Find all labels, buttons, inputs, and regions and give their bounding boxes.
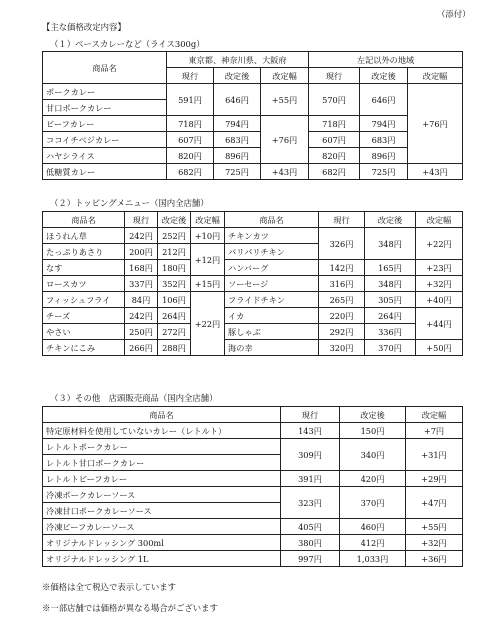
base-curry-table <box>42 51 463 180</box>
footnote: ※一部店舗では価格が異なる場合がございます <box>42 603 218 613</box>
price-current: 84円 <box>125 292 158 308</box>
table-row <box>43 292 463 308</box>
item-name: 甘口ポークカレー <box>43 100 167 116</box>
price-new: 336円 <box>365 324 416 340</box>
price-diff: +40円 <box>416 292 463 308</box>
item-name: レトルトポークカレー <box>43 439 281 455</box>
item-name: たっぷりあさり <box>43 244 125 260</box>
price-new: 150円 <box>340 423 406 439</box>
price-current: 326円 <box>319 228 365 260</box>
price-current: 265円 <box>319 292 365 308</box>
price-current: 316円 <box>319 276 365 292</box>
price-current: 200円 <box>125 244 158 260</box>
item-name: オリジナルドレッシング 1L <box>43 551 281 567</box>
price-new: 646円 <box>360 84 408 116</box>
col-header: 改定幅 <box>416 212 463 228</box>
item-name: ビーフカレー <box>43 116 167 132</box>
item-name: チキンカツ <box>225 228 319 244</box>
col-header: 現行 <box>319 212 365 228</box>
col-item-header: 商品名 <box>43 52 167 84</box>
retail-table <box>42 406 463 567</box>
price-diff: +76円 <box>408 84 463 164</box>
sub-header: 改定幅 <box>408 68 463 84</box>
region-b-header: 左記以外の地域 <box>309 52 463 68</box>
item-name: レトルトビーフカレー <box>43 471 281 487</box>
price-current: 250円 <box>125 324 158 340</box>
price-current: 820円 <box>309 148 360 164</box>
price-diff: +44円 <box>416 308 463 340</box>
col-header: 現行 <box>125 212 158 228</box>
price-current: 820円 <box>167 148 214 164</box>
col-header: 商品名 <box>43 407 281 423</box>
item-name: ほうれん草 <box>43 228 125 244</box>
price-new: 794円 <box>214 116 261 132</box>
price-diff: +76円 <box>261 116 309 164</box>
price-current: 143円 <box>281 423 340 439</box>
price-diff: +43円 <box>261 164 309 180</box>
table-row <box>43 471 463 487</box>
item-name: チーズ <box>43 308 125 324</box>
price-diff: +22円 <box>191 292 225 356</box>
main-heading: 【主な価格改定内容】 <box>42 22 126 32</box>
item-name: ロースカツ <box>43 276 125 292</box>
price-current: 718円 <box>167 116 214 132</box>
item-name: 低糖質カレー <box>43 164 167 180</box>
table-row <box>43 276 463 292</box>
table-row <box>43 132 463 148</box>
price-current: 292円 <box>319 324 365 340</box>
item-name: フィッシュフライ <box>43 292 125 308</box>
price-new: 412円 <box>340 535 406 551</box>
table-row <box>43 340 463 356</box>
price-new: 264円 <box>365 308 416 324</box>
price-new: 683円 <box>214 132 261 148</box>
price-diff: +50円 <box>416 340 463 356</box>
item-name: 冷凍甘口ポークカレーソース <box>43 503 281 519</box>
price-new: 272円 <box>158 324 191 340</box>
price-current: 242円 <box>125 308 158 324</box>
price-diff: +23円 <box>416 260 463 276</box>
section3-heading: （３）その他 店頭販売商品（国内全店舗） <box>50 393 218 403</box>
table-row <box>43 519 463 535</box>
price-new: 725円 <box>360 164 408 180</box>
col-header: 改定後 <box>340 407 406 423</box>
price-new: 264円 <box>158 308 191 324</box>
item-name: なす <box>43 260 125 276</box>
item-name: チキンにこみ <box>43 340 125 356</box>
price-current: 591円 <box>167 84 214 116</box>
price-current: 570円 <box>309 84 360 116</box>
price-current: 997円 <box>281 551 340 567</box>
price-diff: +47円 <box>406 487 463 519</box>
price-new: 212円 <box>158 244 191 260</box>
price-current: 220円 <box>319 308 365 324</box>
price-diff: +12円 <box>191 244 225 276</box>
price-current: 309円 <box>281 439 340 471</box>
table-row <box>43 228 463 244</box>
item-name: ソーセージ <box>225 276 319 292</box>
price-diff: +29円 <box>406 471 463 487</box>
section2-heading: （２）トッピングメニュー（国内全店舗） <box>50 198 209 208</box>
price-new: 340円 <box>340 439 406 471</box>
price-current: 391円 <box>281 471 340 487</box>
price-current: 682円 <box>167 164 214 180</box>
item-name: やさい <box>43 324 125 340</box>
price-diff: +32円 <box>406 535 463 551</box>
price-current: 142円 <box>319 260 365 276</box>
col-header: 改定幅 <box>191 212 225 228</box>
col-header: 商品名 <box>225 212 319 228</box>
col-header: 改定幅 <box>406 407 463 423</box>
item-name: レトルト甘口ポークカレー <box>43 455 281 471</box>
col-header: 改定後 <box>158 212 191 228</box>
price-diff: +31円 <box>406 439 463 471</box>
price-new: 180円 <box>158 260 191 276</box>
col-header: 現行 <box>281 407 340 423</box>
section1-heading: （１）ベースカレーなど（ライス300g） <box>50 39 205 49</box>
sub-header: 改定後 <box>360 68 408 84</box>
price-new: 794円 <box>360 116 408 132</box>
sub-header: 改定後 <box>214 68 261 84</box>
price-new: 288円 <box>158 340 191 356</box>
price-new: 683円 <box>360 132 408 148</box>
table-row <box>43 487 463 503</box>
price-new: 646円 <box>214 84 261 116</box>
item-name: 冷凍ビーフカレーソース <box>43 519 281 535</box>
price-diff: +10円 <box>191 228 225 244</box>
price-diff: +55円 <box>406 519 463 535</box>
footnote: ※価格は全て税込で表示しています <box>42 582 176 592</box>
topping-table <box>42 211 463 356</box>
price-new: 725円 <box>214 164 261 180</box>
item-name: 特定原材料を使用していないカレー（レトルト） <box>43 423 281 439</box>
price-current: 682円 <box>309 164 360 180</box>
table-row <box>43 308 463 324</box>
attachment-label: （添付） <box>437 9 471 19</box>
table-row <box>43 116 463 132</box>
price-new: 896円 <box>360 148 408 164</box>
table-row <box>43 84 463 100</box>
price-new: 252円 <box>158 228 191 244</box>
table-row <box>43 260 463 276</box>
price-diff: +22円 <box>416 228 463 260</box>
price-new: 1,033円 <box>340 551 406 567</box>
price-current: 607円 <box>167 132 214 148</box>
price-diff: +36円 <box>406 551 463 567</box>
col-header: 商品名 <box>43 212 125 228</box>
table-row <box>43 148 463 164</box>
price-new: 370円 <box>365 340 416 356</box>
price-new: 106円 <box>158 292 191 308</box>
table-row <box>43 535 463 551</box>
item-name: 冷凍ポークカレーソース <box>43 487 281 503</box>
price-current: 337円 <box>125 276 158 292</box>
item-name: 豚しゃぶ <box>225 324 319 340</box>
price-diff: +15円 <box>191 276 225 292</box>
price-current: 168円 <box>125 260 158 276</box>
price-new: 165円 <box>365 260 416 276</box>
table-row <box>43 423 463 439</box>
price-new: 352円 <box>158 276 191 292</box>
price-diff: +32円 <box>416 276 463 292</box>
item-name: オリジナルドレッシング 300ml <box>43 535 281 551</box>
col-header: 改定後 <box>365 212 416 228</box>
item-name: 海の幸 <box>225 340 319 356</box>
price-current: 323円 <box>281 487 340 519</box>
price-current: 242円 <box>125 228 158 244</box>
item-name: ハヤシライス <box>43 148 167 164</box>
price-new: 348円 <box>365 228 416 260</box>
table-row <box>43 551 463 567</box>
item-name: パリパリチキン <box>225 244 319 260</box>
item-name: ポークカレー <box>43 84 167 100</box>
table-row <box>43 324 463 340</box>
price-new: 370円 <box>340 487 406 519</box>
item-name: ハンバーグ <box>225 260 319 276</box>
price-diff: +7円 <box>406 423 463 439</box>
price-current: 266円 <box>125 340 158 356</box>
price-current: 405円 <box>281 519 340 535</box>
sub-header: 現行 <box>167 68 214 84</box>
price-current: 718円 <box>309 116 360 132</box>
price-new: 305円 <box>365 292 416 308</box>
table-row <box>43 164 463 180</box>
price-current: 320円 <box>319 340 365 356</box>
price-new: 460円 <box>340 519 406 535</box>
sub-header: 改定幅 <box>261 68 309 84</box>
item-name: イカ <box>225 308 319 324</box>
price-current: 380円 <box>281 535 340 551</box>
region-a-header: 東京都、神奈川県、大阪府 <box>167 52 309 68</box>
price-new: 420円 <box>340 471 406 487</box>
price-new: 896円 <box>214 148 261 164</box>
price-current: 607円 <box>309 132 360 148</box>
price-diff: +55円 <box>261 84 309 116</box>
table-row <box>43 439 463 455</box>
item-name: ココイチベジカレー <box>43 132 167 148</box>
price-new: 348円 <box>365 276 416 292</box>
price-diff: +43円 <box>408 164 463 180</box>
item-name: フライドチキン <box>225 292 319 308</box>
sub-header: 現行 <box>309 68 360 84</box>
